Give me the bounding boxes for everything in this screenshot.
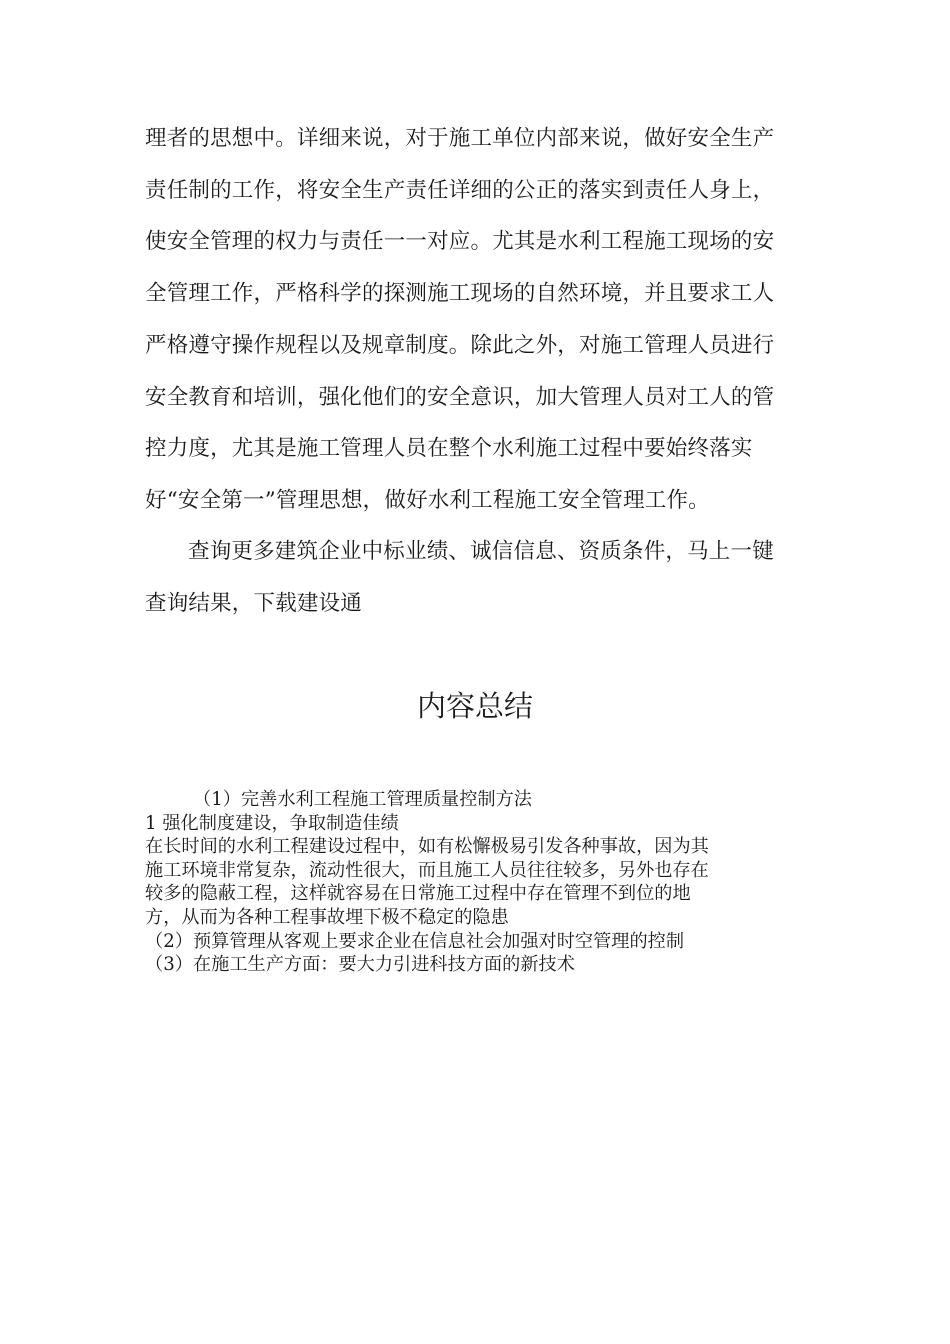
body-paragraph-safety-management [145,113,795,527]
summary-line: 在长时间的水利工程建设过程中，如有松懈极易引发各种事故，因为其 [145,836,709,858]
paragraph-line: 理者的思想中。详细来说，对于施工单位内部来说，做好安全生产 [145,126,775,151]
summary-line: （3）在施工生产方面：要大力引进科技方面的新技术 [145,954,575,976]
paragraph-line: 查询更多建筑企业中标业绩、诚信信息、资质条件，马上一键 [188,539,774,564]
summary-line: 1 强化制度建设，争取制造佳绩 [145,812,399,834]
paragraph-line: 安全教育和培训，强化他们的安全意识，加大管理人员对工人的管 [145,384,775,410]
body-paragraph-query-promo [145,526,795,629]
summary-section [145,788,805,977]
summary-line: （1）完善水利工程施工管理质量控制方法 [193,789,532,810]
paragraph-line: 查询结果，下载建设通 [145,590,363,616]
summary-line: 较多的隐蔽工程，这样就容易在日常施工过程中存在管理不到位的地 [145,883,691,905]
paragraph-line: 责任制的工作，将安全生产责任详细的公正的落实到责任人身上， [145,177,775,203]
paragraph-line: 严格遵守操作规程以及规章制度。除此之外，对施工管理人员进行 [145,332,775,358]
summary-line: 施工环境非常复杂，流动性很大，而且施工人员往往较多，另外也存在 [145,859,709,881]
summary-line: 方，从而为各种工程事故埋下极不稳定的隐患 [145,906,509,928]
paragraph-line: 全管理工作，严格科学的探测施工现场的自然环境，并且要求工人 [145,281,775,307]
paragraph-line: 使安全管理的权力与责任一一对应。尤其是水利工程施工现场的安 [145,229,775,255]
paragraph-line: 控力度，尤其是施工管理人员在整个水利施工过程中要始终落实 [145,436,753,462]
summary-line: （2）预算管理从客观上要求企业在信息社会加强对时空管理的控制 [145,930,685,952]
paragraph-line: 好“安全第一”管理思想，做好水利工程施工安全管理工作。 [145,487,710,513]
summary-heading: 内容总结 [416,689,533,723]
